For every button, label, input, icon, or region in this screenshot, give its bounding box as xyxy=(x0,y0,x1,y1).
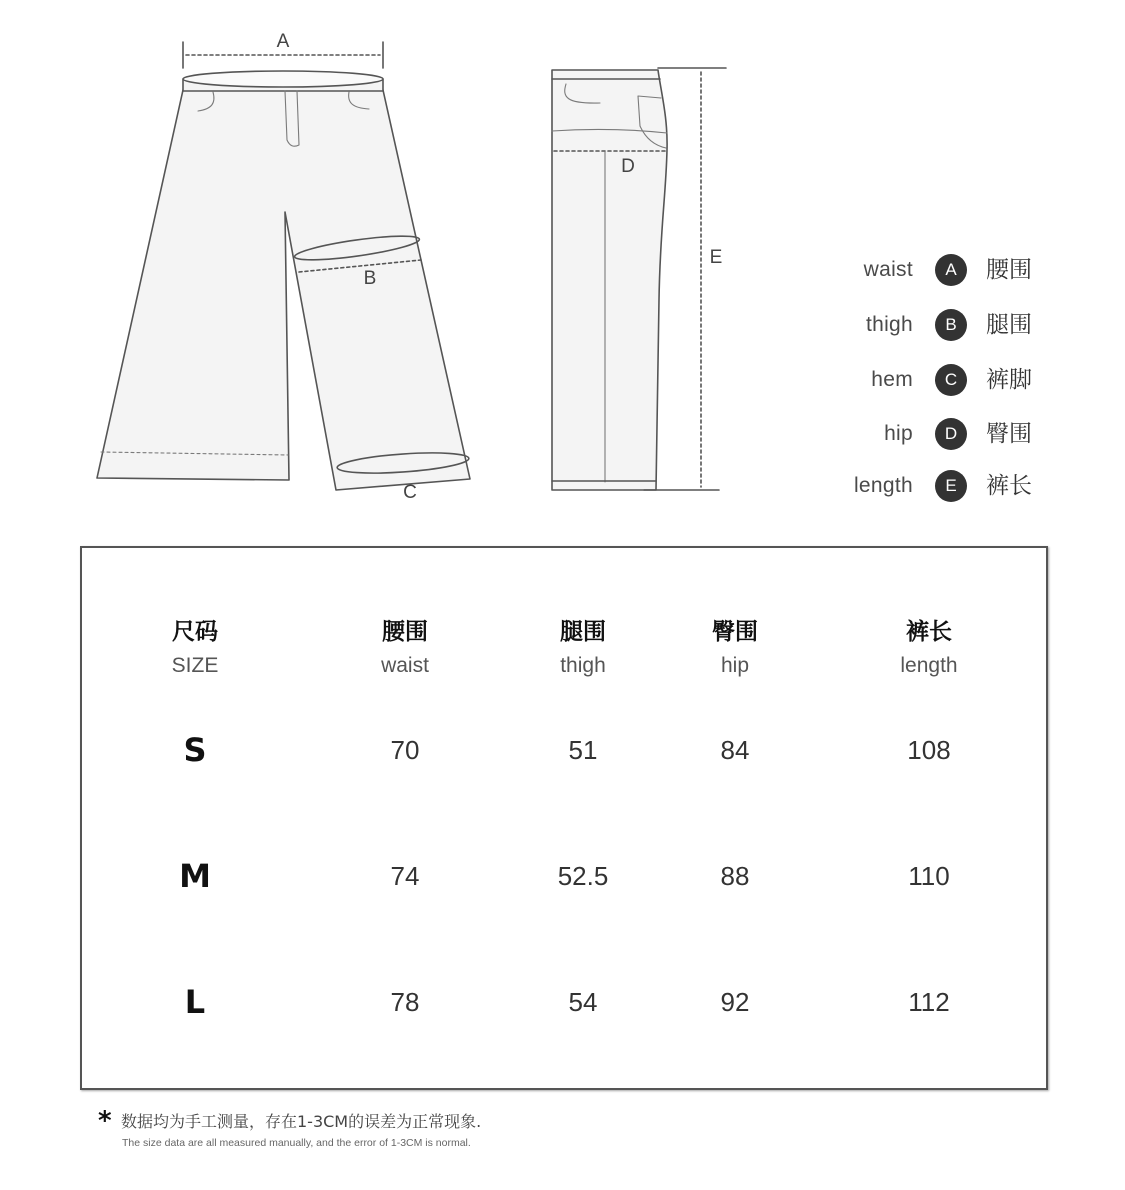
waist-cell: 78 xyxy=(390,987,420,1017)
legend-key-badge: E xyxy=(935,470,967,502)
size-cell: S xyxy=(183,731,207,769)
length-cell: 110 xyxy=(908,861,950,891)
hip-cell: 88 xyxy=(720,861,750,891)
legend-item-hip xyxy=(0,417,1125,451)
thigh-label-b: B xyxy=(363,268,377,289)
header-size xyxy=(115,616,275,684)
header-hip xyxy=(655,616,815,684)
waist-cell: 70 xyxy=(390,735,420,765)
header-zh: 腰围 xyxy=(382,619,428,645)
table-row xyxy=(82,730,1046,770)
table-row xyxy=(82,856,1046,896)
legend-zh-label: 裤脚 xyxy=(986,367,1032,393)
legend-en-label: waist xyxy=(863,258,913,281)
hip-cell: 84 xyxy=(720,735,750,765)
header-en: thigh xyxy=(560,654,606,677)
header-en: SIZE xyxy=(171,654,219,677)
measurement-legend xyxy=(0,0,1125,520)
header-zh: 尺码 xyxy=(172,619,218,645)
header-waist xyxy=(325,616,485,684)
table-row xyxy=(82,982,1046,1022)
header-en: hip xyxy=(720,654,750,677)
length-cell: 108 xyxy=(907,735,951,765)
header-length xyxy=(849,616,1009,684)
thigh-cell: 54 xyxy=(568,987,598,1017)
legend-zh-label: 腿围 xyxy=(986,312,1032,338)
size-cell: M xyxy=(179,857,211,895)
legend-item-waist xyxy=(0,253,1125,287)
header-zh: 腿围 xyxy=(560,619,606,645)
legend-zh-label: 腰围 xyxy=(986,257,1032,283)
note-chinese: 数据均为手工测量，存在1-3CM的误差为正常现象. xyxy=(121,1112,482,1131)
hip-label-d: D xyxy=(621,156,635,177)
legend-en-label: length xyxy=(853,474,913,497)
header-thigh xyxy=(503,616,663,684)
legend-key-badge: D xyxy=(935,418,967,450)
legend-en-label: thigh xyxy=(865,313,913,336)
legend-key-badge: B xyxy=(935,309,967,341)
legend-key-badge: A xyxy=(935,254,967,286)
legend-zh-label: 裤长 xyxy=(986,473,1032,499)
note-asterisk: * xyxy=(98,1106,112,1136)
header-en: waist xyxy=(381,654,429,677)
thigh-cell: 51 xyxy=(568,735,598,765)
size-cell: L xyxy=(184,983,206,1021)
legend-key-badge: C xyxy=(935,364,967,396)
legend-zh-label: 臀围 xyxy=(986,421,1032,447)
legend-en-label: hip xyxy=(884,422,913,445)
hem-label-c: C xyxy=(403,482,417,503)
hip-cell: 92 xyxy=(720,987,750,1017)
legend-en-label: hem xyxy=(871,368,913,391)
size-table xyxy=(80,546,1048,1090)
waist-label-a: A xyxy=(276,31,290,52)
legend-item-hem xyxy=(0,363,1125,397)
thigh-cell: 52.5 xyxy=(557,861,609,891)
header-en: length xyxy=(900,654,958,677)
header-zh: 臀围 xyxy=(712,619,758,645)
legend-item-length xyxy=(0,469,1125,503)
waist-cell: 74 xyxy=(390,861,420,891)
length-cell: 112 xyxy=(908,987,950,1017)
legend-item-thigh xyxy=(0,308,1125,342)
note-english: The size data are all measured manually, and the error of 1-3CM is normal. xyxy=(122,1137,471,1149)
header-zh: 裤长 xyxy=(906,619,952,645)
length-label-e: E xyxy=(709,247,723,268)
table-header-row xyxy=(82,616,1046,688)
